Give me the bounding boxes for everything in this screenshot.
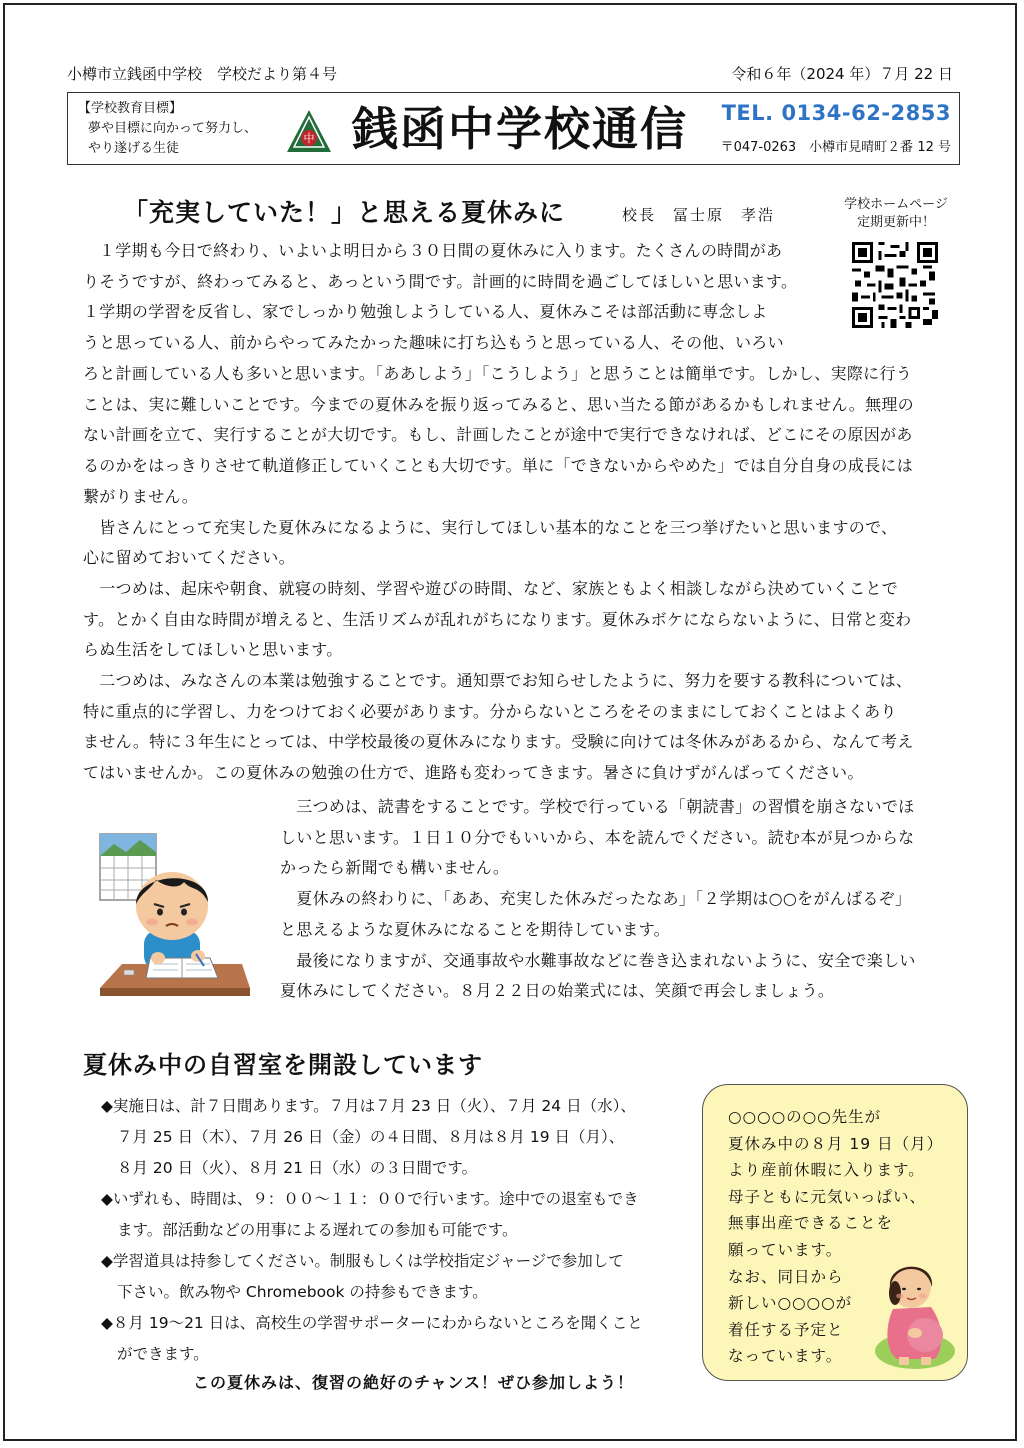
- homepage-note-line-2: 定期更新中！: [856, 215, 935, 230]
- study-room-section-title: 夏休み中の自習室を開設しています: [83, 1051, 483, 1079]
- article-line: １学期の学習を反省し、家でしっかり勉強しようしている人、夏休みこそは部活動に専念しよ: [83, 302, 768, 322]
- emblem-character: 中: [303, 132, 315, 145]
- notice-line: 願っています。: [728, 1240, 843, 1259]
- article-line: 夏休みの終わりに、「ああ、充実した休みだったなあ」「２学期は○○をがんばるぞ」: [280, 889, 912, 909]
- notice-line: なお、同日から: [728, 1267, 844, 1286]
- article-line: 心に留めておいてください。: [83, 548, 295, 568]
- detail-line: 下さい。飲み物や Chromebook の持参もできます。: [117, 1283, 488, 1301]
- notice-line: 新しい○○○○が: [728, 1294, 853, 1313]
- article-main-block: [83, 359, 957, 789]
- notice-line: なっています。: [728, 1347, 843, 1366]
- article-line: ない計画を立て、実行することが大切です。もし、計画したことが途中で実行できなければ、どこにその原因があ: [83, 425, 913, 445]
- school-motto: [78, 99, 257, 159]
- notice-line: 夏休み中の８月 19 日（月）: [728, 1134, 944, 1153]
- notice-line: 着任する予定と: [728, 1320, 844, 1339]
- teacher-notice-box: [702, 1084, 968, 1381]
- article-line: １学期も今日で終わり、いよいよ明日から３０日間の夏休みに入ります。たくさんの時間があ: [99, 241, 783, 260]
- school-emblem-icon: [286, 109, 332, 153]
- article-line: 繋がりません。: [83, 486, 199, 506]
- article-title: 「充実していた！」と思える夏休みに: [123, 198, 566, 227]
- article-line: 皆さんにとって充実した夏休みになるように、実行してほしい基本的なことを三つ挙げたいと思いますので、: [83, 517, 898, 537]
- article-line: ません。特に３年生にとっては、中学校最後の夏休みになります。受験に向けては冬休みがあるから、なんて考え: [83, 732, 914, 752]
- detail-line: ◆８月 19～21 日は、高校生の学習サポーターにわからないところを聞くこと: [101, 1314, 643, 1332]
- homepage-note-line-1: 学校ホームページ: [844, 197, 948, 212]
- detail-line: ができます。: [117, 1345, 209, 1363]
- study-room-details: [101, 1091, 686, 1370]
- boy-studying-illustration: [92, 830, 252, 1000]
- detail-line: ８月 20 日（火）、８月 21 日（水）の３日間です。: [117, 1159, 478, 1177]
- masthead: [67, 92, 960, 165]
- notice-line: より産前休暇に入ります。: [728, 1161, 925, 1180]
- homepage-note: [833, 196, 959, 232]
- notice-line: 母子ともに元気いっぱい、: [728, 1187, 927, 1206]
- closing-message: この夏休みは、復習の絶好のチャンス！ぜひ参加しよう！: [193, 1373, 635, 1392]
- notice-line: 無事出産できることを: [728, 1214, 894, 1233]
- school-address: 〒047-0263 小樽市見晴町２番 12 号: [720, 140, 951, 155]
- article-line: かったら新聞でも構いません。: [280, 858, 510, 878]
- pregnant-woman-illustration: [871, 1247, 955, 1371]
- newsletter-title: 銭函中学校通信: [352, 102, 688, 156]
- article-line: るのかをはっきりさせて軌道修正していくことも大切です。単に「できないからやめた」では自分自身の成長には: [83, 456, 914, 476]
- detail-line: ７月 25 日（木）、７月 26 日（金）の４日間、８月は８月 19 日（月）、: [117, 1128, 625, 1146]
- article-line: らぬ生活をしてほしいと思います。: [83, 640, 343, 660]
- newsletter-page: [3, 3, 1017, 1441]
- article-line: うと思っている人、前からやってみたかった趣味に打ち込もうと思っている人、その他、いろい: [83, 333, 784, 353]
- article-line: 三つめは、読書をすることです。学校で行っている「朝読書」の習慣を崩さないでほ: [280, 797, 915, 816]
- detail-line: ます。部活動などの用事による遅れての参加も可能です。: [117, 1221, 518, 1239]
- notice-line: ○○○○の○○先生が: [728, 1108, 882, 1126]
- article-line: 一つめは、起床や朝食、就寝の時刻、学習や遊びの時間、など、家族ともよく相談しながら決めていくことで: [83, 578, 899, 598]
- article-line: 特に重点的に学習し、力をつけておく必要があります。分からないところをそのままにしておくことはよくあり: [83, 701, 897, 721]
- detail-line: ◆学習道具は持参してください。制服もしくは学校指定ジャージで参加して: [101, 1252, 624, 1270]
- article-line: と思えるような夏休みになることを期待しています。: [280, 919, 670, 939]
- article-line: ろと計画している人も多いと思います。「ああしよう」「こうしよう」と思うことは簡単です。しかし、実際に行う: [83, 364, 913, 383]
- article-line: 夏休みにしてください。８月２２日の始業式には、笑顔で再会しましょう。: [280, 981, 835, 1001]
- detail-line: ◆実施日は、計７日間あります。７月は７月 23 日（火）、７月 24 日（水）、: [101, 1097, 636, 1115]
- article-line: 二つめは、みなさんの本業は勉強することです。通知票でお知らせしたように、努力を要する教科については、: [83, 671, 913, 691]
- article-line: しいと思います。１日１０分でもいいから、本を読んでください。読む本が見つからな: [280, 827, 915, 847]
- detail-line: ◆いずれも、時間は、９：００～１１：００で行います。途中での退室もでき: [101, 1190, 639, 1208]
- school-issue-line: 小樽市立銭函中学校 学校だより第４号: [67, 65, 338, 83]
- qr-code-icon[interactable]: [852, 242, 938, 328]
- motto-label: 【学校教育目標】: [78, 101, 183, 116]
- article-line: ことは、実に難しいことです。今までの夏休みを振り返ってみると、思い当たる節があるかもしれません。無理の: [83, 394, 914, 414]
- article-side-block: [280, 792, 960, 1007]
- article-line: 最後になりますが、交通事故や水難事故などに巻き込まれないように、安全で楽しい: [280, 950, 916, 970]
- motto-line-1: 夢や目標に向かって努力し、: [88, 121, 258, 136]
- issue-date: 令和６年（2024 年）７月 22 日: [731, 65, 953, 83]
- article-intro-block: [83, 236, 833, 359]
- article-line: てはいませんか。この夏休みの勉強の仕方で、進路も変わってきます。暑さに負けずがんばってください。: [83, 763, 864, 783]
- article-line: す。とかく自由な時間が増えると、生活リズムが乱れがちになります。夏休みボケにならないように、日常と変わ: [83, 609, 912, 629]
- motto-line-2: やり遂げる生徒: [88, 141, 180, 156]
- school-phone: TEL. 0134-62-2853: [721, 101, 951, 125]
- article-line: りそうですが、終わってみると、あっという間です。計画的に時間を過ごしてほしいと思います。: [83, 271, 798, 291]
- article-author: 校長 冨士原 孝浩: [622, 206, 776, 224]
